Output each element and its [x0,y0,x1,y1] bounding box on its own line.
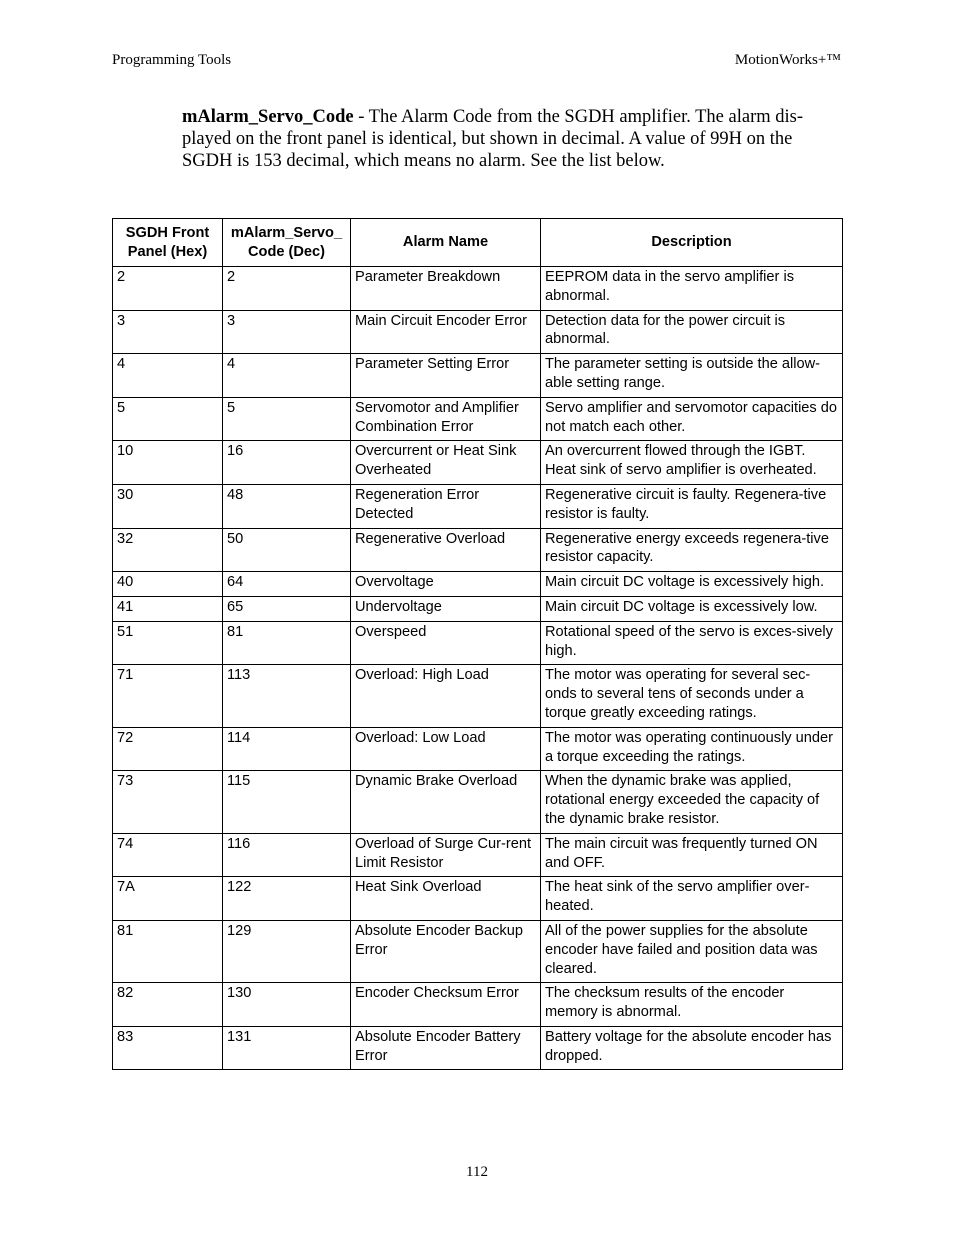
table-row [113,877,843,921]
cell-code-dec: 81 [223,621,351,665]
cell-code-dec: 131 [223,1026,351,1070]
table-row [113,397,843,441]
page-number: 112 [466,1164,488,1180]
cell-code-dec: 16 [223,441,351,485]
intro-paragraph [182,106,842,172]
cell-alarm-name: Main Circuit Encoder Error [351,310,541,354]
cell-panel-hex: 51 [113,621,223,665]
cell-alarm-name: Parameter Breakdown [351,267,541,311]
cell-code-dec: 116 [223,833,351,877]
cell-alarm-name: Encoder Checksum Error [351,983,541,1027]
table-row [113,572,843,597]
column-header-code-dec: mAlarm_Servo_ Code (Dec) [223,219,351,267]
cell-code-dec: 65 [223,596,351,621]
cell-panel-hex: 30 [113,484,223,528]
running-header-left: Programming Tools [112,52,232,68]
cell-description: Regenerative circuit is faulty. Regenera-tive resistor is faulty. [541,484,843,528]
cell-panel-hex: 3 [113,310,223,354]
column-header-description: Description [541,219,843,267]
cell-panel-hex: 72 [113,727,223,771]
alarm-code-table [112,218,843,1070]
cell-code-dec: 113 [223,665,351,727]
cell-panel-hex: 40 [113,572,223,597]
cell-panel-hex: 71 [113,665,223,727]
cell-panel-hex: 7A [113,877,223,921]
intro-term: mAlarm_Servo_Code [182,107,354,127]
running-header-right: MotionWorks+™ [734,52,841,68]
cell-alarm-name: Heat Sink Overload [351,877,541,921]
cell-code-dec: 64 [223,572,351,597]
cell-code-dec: 115 [223,771,351,833]
table-header-row [113,219,843,267]
cell-alarm-name: Absolute Encoder Backup Error [351,920,541,982]
cell-panel-hex: 4 [113,354,223,398]
table-row [113,310,843,354]
cell-alarm-name: Dynamic Brake Overload [351,771,541,833]
cell-description: An overcurrent flowed through the IGBT. Heat sink of servo amplifier is overheated. [541,441,843,485]
table-row [113,771,843,833]
cell-panel-hex: 10 [113,441,223,485]
cell-panel-hex: 2 [113,267,223,311]
cell-description: All of the power supplies for the absolute encoder have failed and position data was cleared. [541,920,843,982]
cell-panel-hex: 32 [113,528,223,572]
cell-description: EEPROM data in the servo amplifier is abnormal. [541,267,843,311]
table-row [113,983,843,1027]
cell-alarm-name: Overload: Low Load [351,727,541,771]
cell-description: Main circuit DC voltage is excessively high. [541,572,843,597]
cell-code-dec: 129 [223,920,351,982]
table-row [113,441,843,485]
cell-description: The checksum results of the encoder memory is abnormal. [541,983,843,1027]
table-row [113,596,843,621]
cell-panel-hex: 81 [113,920,223,982]
cell-description: The heat sink of the servo amplifier over-heated. [541,877,843,921]
cell-description: The parameter setting is outside the allow-able setting range. [541,354,843,398]
cell-alarm-name: Undervoltage [351,596,541,621]
table-row [113,528,843,572]
cell-panel-hex: 83 [113,1026,223,1070]
cell-code-dec: 48 [223,484,351,528]
cell-alarm-name: Overvoltage [351,572,541,597]
cell-alarm-name: Parameter Setting Error [351,354,541,398]
cell-description: Servo amplifier and servomotor capacities do not match each other. [541,397,843,441]
cell-alarm-name: Regenerative Overload [351,528,541,572]
cell-code-dec: 3 [223,310,351,354]
cell-code-dec: 4 [223,354,351,398]
cell-description: Battery voltage for the absolute encoder has dropped. [541,1026,843,1070]
intro-text: - The Alarm Code from the SGDH amplifier. The alarm dis- played on the front panel is identical, but shown in decimal. A value of 99H on the SGDH is 153 decimal, which means no alarm. See the list below. [182,107,803,171]
cell-panel-hex: 5 [113,397,223,441]
cell-description: The motor was operating for several sec-onds to several tens of seconds under a torque greatly exceeding ratings. [541,665,843,727]
cell-code-dec: 2 [223,267,351,311]
cell-description: Rotational speed of the servo is exces-sively high. [541,621,843,665]
cell-panel-hex: 74 [113,833,223,877]
cell-code-dec: 50 [223,528,351,572]
cell-code-dec: 5 [223,397,351,441]
table-row [113,833,843,877]
cell-description: Detection data for the power circuit is abnormal. [541,310,843,354]
cell-panel-hex: 41 [113,596,223,621]
table-row [113,484,843,528]
table-row [113,665,843,727]
column-header-panel-hex: SGDH Front Panel (Hex) [113,219,223,267]
cell-code-dec: 114 [223,727,351,771]
cell-code-dec: 122 [223,877,351,921]
column-header-alarm-name: Alarm Name [351,219,541,267]
cell-description: Main circuit DC voltage is excessively low. [541,596,843,621]
cell-panel-hex: 82 [113,983,223,1027]
cell-alarm-name: Absolute Encoder Battery Error [351,1026,541,1070]
cell-alarm-name: Overspeed [351,621,541,665]
table-row [113,920,843,982]
table-row [113,267,843,311]
cell-description: When the dynamic brake was applied, rotational energy exceeded the capacity of the dynamic brake resistor. [541,771,843,833]
table-row [113,1026,843,1070]
cell-alarm-name: Servomotor and Amplifier Combination Error [351,397,541,441]
cell-panel-hex: 73 [113,771,223,833]
cell-alarm-name: Overload of Surge Cur-rent Limit Resistor [351,833,541,877]
cell-description: The main circuit was frequently turned ON and OFF. [541,833,843,877]
cell-alarm-name: Regeneration Error Detected [351,484,541,528]
cell-alarm-name: Overcurrent or Heat Sink Overheated [351,441,541,485]
table-row [113,354,843,398]
table-body [113,267,843,1070]
table-row [113,621,843,665]
cell-description: Regenerative energy exceeds regenera-tive resistor capacity. [541,528,843,572]
cell-code-dec: 130 [223,983,351,1027]
cell-description: The motor was operating continuously under a torque exceeding the ratings. [541,727,843,771]
table-row [113,727,843,771]
cell-alarm-name: Overload: High Load [351,665,541,727]
